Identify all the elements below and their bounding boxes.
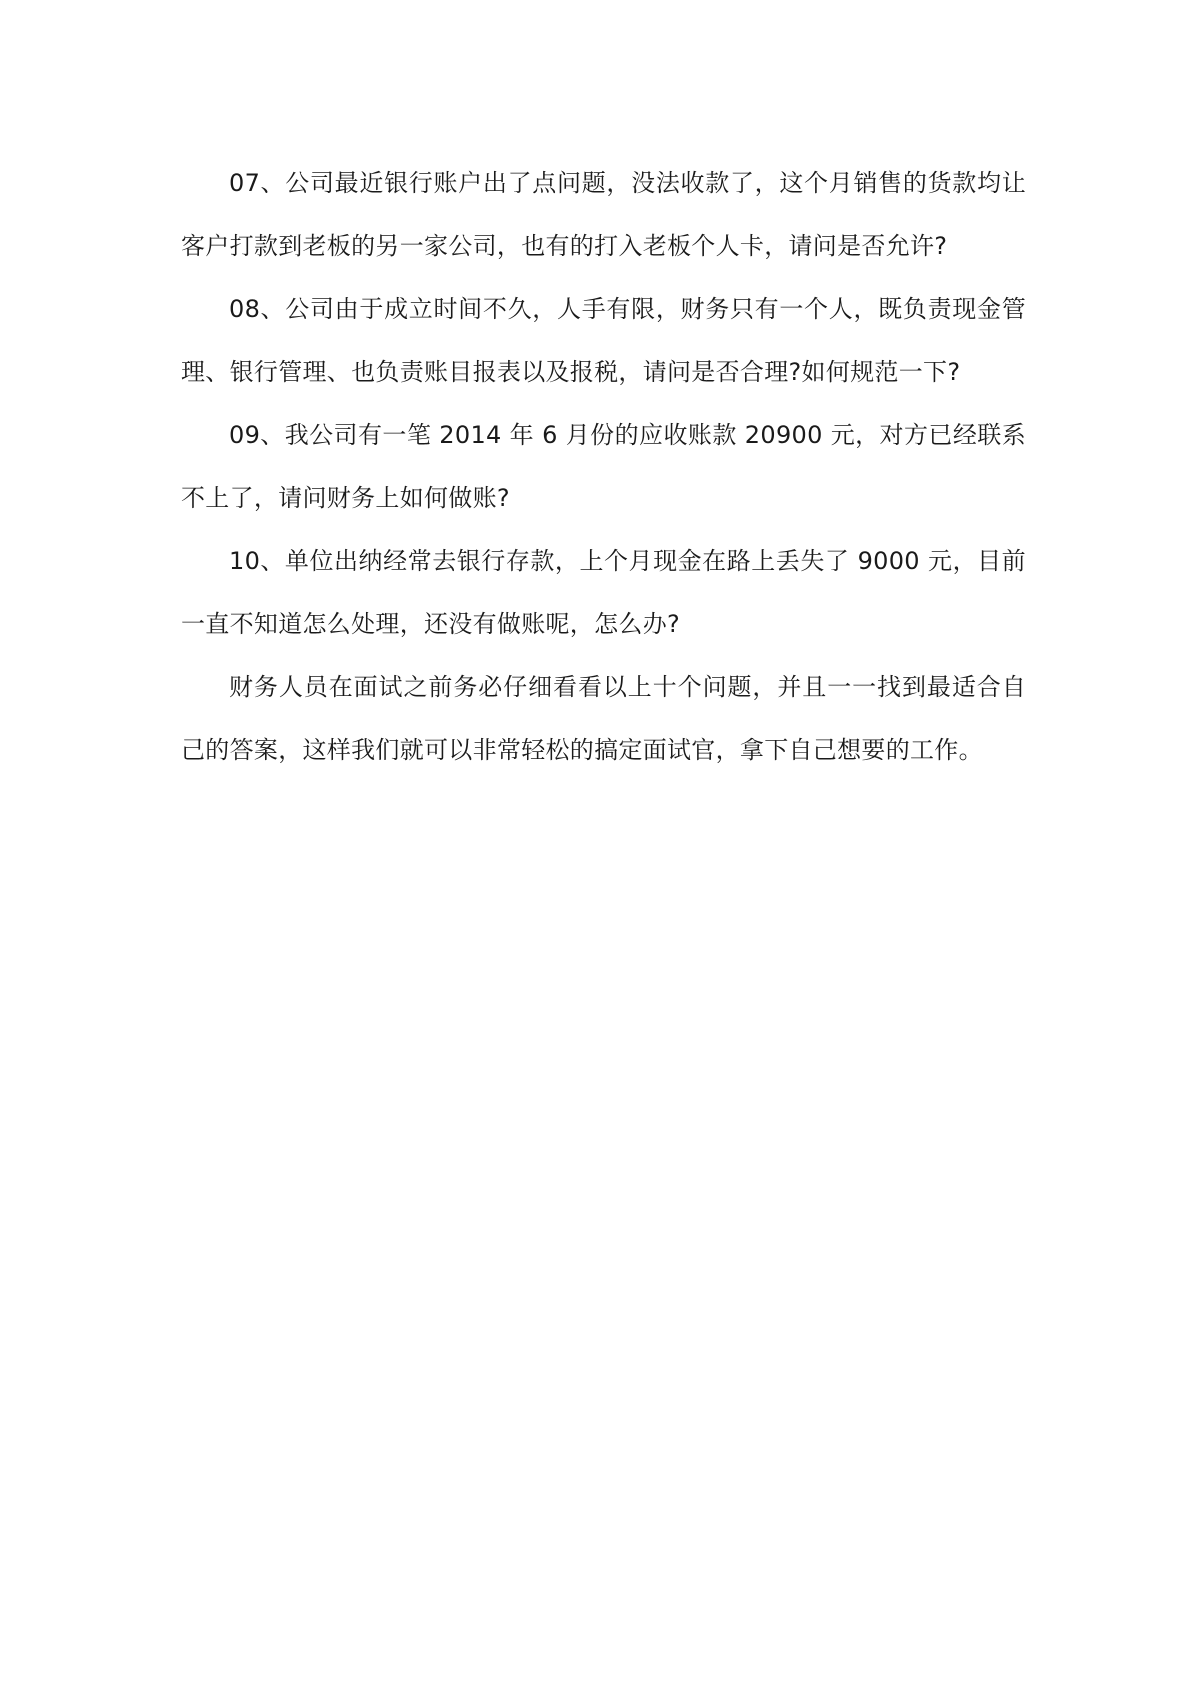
closing-paragraph: 财务人员在面试之前务必仔细看看以上十个问题，并且一一找到最适合自己的答案，这样我们就可以非常轻松的搞定面试官，拿下自己想要的工作。 <box>181 673 1026 764</box>
question-07-paragraph: 07、公司最近银行账户出了点问题，没法收款了，这个月销售的货款均让客户打款到老板的另一家公司，也有的打入老板个人卡，请问是否允许? <box>181 169 1026 260</box>
question-10-paragraph: 10、单位出纳经常去银行存款，上个月现金在路上丢失了 9000 元，目前一直不知道怎么处理，还没有做账呢，怎么办? <box>181 547 1026 638</box>
question-09-paragraph: 09、我公司有一笔 2014 年 6 月份的应收账款 20900 元，对方已经联系不上了，请问财务上如何做账? <box>181 421 1026 512</box>
document-body <box>181 152 1026 782</box>
question-08-paragraph: 08、公司由于成立时间不久，人手有限，财务只有一个人，既负责现金管理、银行管理、也负责账目报表以及报税，请问是否合理?如何规范一下? <box>181 295 1026 386</box>
